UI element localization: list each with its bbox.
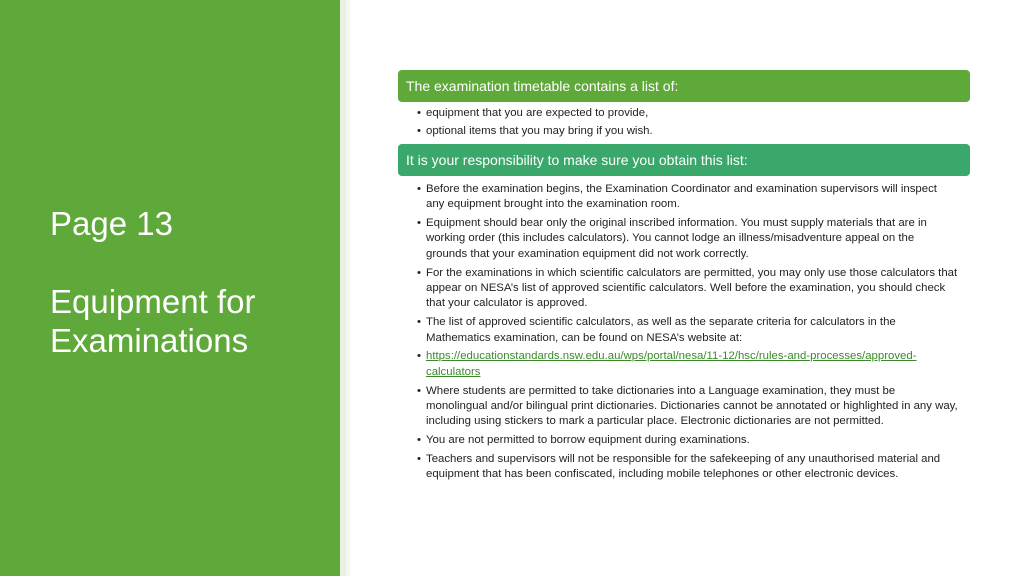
section-header-responsibility: It is your responsibility to make sure you obtain this list: — [398, 144, 970, 176]
title-line-1: Equipment for — [50, 283, 256, 320]
list-item: • The list of approved scientific calculators, as well as the separate criteria for calculators in the Mathematics examination, can be found on NESA’s website at: — [426, 315, 958, 346]
slide-title — [50, 204, 330, 360]
list-item: • Teachers and supervisors will not be responsible for the safekeeping of any unauthorised material and equipment that has been confiscated, including mobile telephones or other electronic devices. — [426, 452, 958, 483]
approved-calculators-link[interactable]: https://educationstandards.nsw.edu.au/wps/portal/nesa/11-12/hsc/rules-and-processes/approved-calculators — [426, 350, 917, 378]
list-item-link — [426, 349, 958, 380]
list-item: • optional items that you may bring if you wish. — [426, 124, 958, 139]
list-item: • Equipment should bear only the original inscribed information. You must supply materials that are in working order (this includes calculators). You cannot lodge an illness/misadventure appeal on the grounds that your examination equipment did not work correctly. — [426, 216, 958, 262]
page-label: Page 13 — [50, 205, 173, 242]
title-line-2: Examinations — [50, 322, 249, 359]
section-header-timetable: The examination timetable contains a list of: — [398, 70, 970, 102]
list-item: • For the examinations in which scientific calculators are permitted, you may only use those calculators that appear on NESA’s list of approved scientific calculators. Well before the examination, you should check that your calculator is approved. — [426, 266, 958, 312]
list-item: • Where students are permitted to take dictionaries into a Language examination, they must be monolingual and/or bilingual print dictionaries. Dictionaries cannot be annotated or highlighted in any way, including using stickers to mark a particular place. Electronic dictionaries are not permitted. — [426, 384, 958, 430]
title-gap — [50, 243, 330, 282]
list-item: • equipment that you are expected to provide, — [426, 106, 958, 121]
timetable-list — [398, 102, 970, 144]
content-area — [398, 70, 970, 490]
list-item: • You are not permitted to borrow equipment during examinations. — [426, 433, 958, 448]
responsibility-list — [398, 176, 970, 490]
panel-divider-shade — [346, 0, 350, 576]
list-item: • Before the examination begins, the Examination Coordinator and examination supervisors will inspect any equipment brought into the examination room. — [426, 182, 958, 213]
